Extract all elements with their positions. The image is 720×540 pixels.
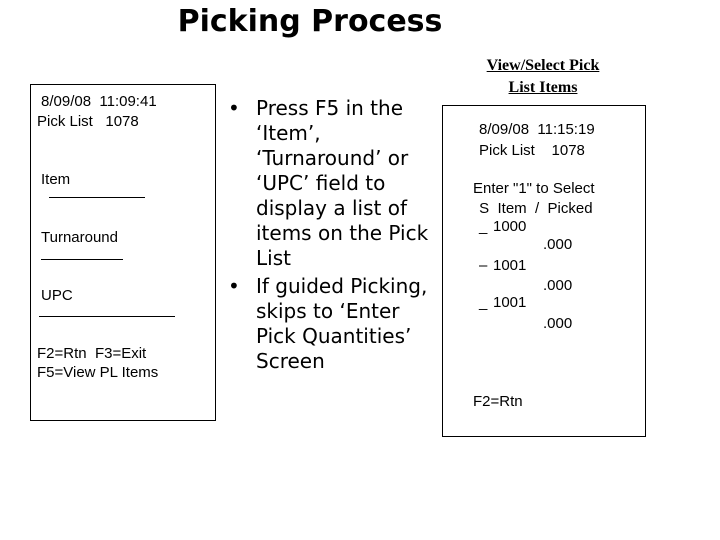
turnaround-field-label: Turnaround [41,229,118,246]
view-select-heading [442,55,644,99]
bullet-item [228,274,438,374]
row-picked-qty: .000 [543,315,573,332]
row-picked-qty: .000 [543,236,573,253]
pick-list-number: Pick List 1078 [37,113,139,130]
item-field-label: Item [41,171,71,188]
bullet-dot-icon: • [228,274,240,298]
row-picked-qty: .000 [543,277,573,294]
bullet-item [228,96,438,271]
heading-line1: View/Select Pick [486,57,600,74]
upc-field-label: UPC [41,287,73,304]
upc-input-field[interactable] [39,316,175,317]
instructions-bullet-list [228,96,438,377]
pick-list-entry-screen [30,84,216,421]
row-select-field[interactable]: _ [479,218,488,235]
row-item-number: 1001 [493,257,527,274]
screen-datetime: 8/09/08 11:09:41 [41,93,157,110]
bullet-text: Press F5 in the ‘Item’, ‘Turnaround’ or ‘UPC’ field to display a list of items on the Pick List [256,96,429,270]
bullet-dot-icon: • [228,96,240,120]
row-select-field[interactable]: _ [479,294,488,311]
function-keys-line1: F2=Rtn F3=Exit [37,345,147,362]
pick-list-number: Pick List 1078 [479,142,585,159]
screen-datetime: 8/09/08 11:15:19 [479,121,595,138]
turnaround-input-field[interactable] [41,259,123,260]
row-select-field[interactable]: ‒ [479,257,488,274]
function-keys: F2=Rtn [473,393,523,410]
row-item-number: 1000 [493,218,527,235]
list-column-headers: S Item / Picked [475,200,593,217]
bullet-text: If guided Picking, skips to ‘Enter Pick Quantities’ Screen [256,274,428,373]
heading-line2: List Items [508,79,578,96]
slide-title: Picking Process [177,4,443,39]
item-input-field[interactable] [49,197,145,198]
function-keys-line2: F5=View PL Items [37,364,159,381]
select-instruction: Enter "1" to Select [473,180,595,197]
view-select-pick-list-screen [442,105,646,437]
row-item-number: 1001 [493,294,527,311]
